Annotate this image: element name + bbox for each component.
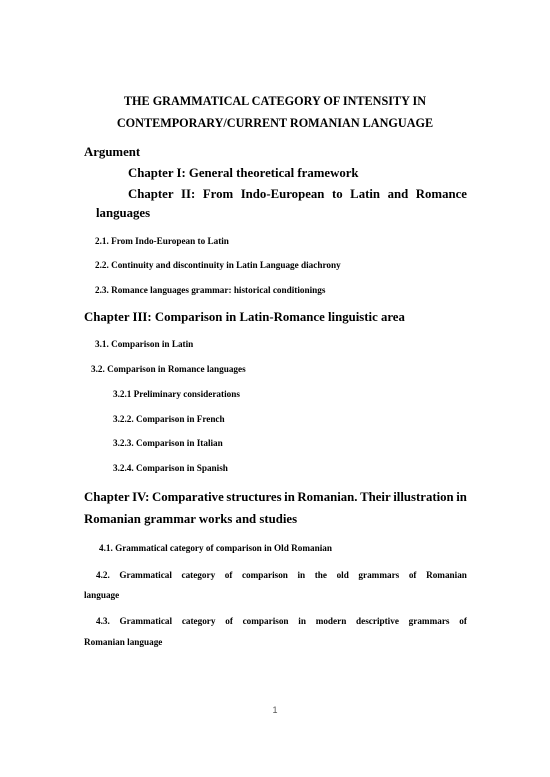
section-3-2-3: 3.2.3. Comparison in Italian <box>113 438 223 448</box>
section-4-2-line-1 <box>96 570 467 580</box>
section-4-3-word: 4.3. <box>96 616 110 626</box>
section-2-1: 2.1. From Indo-European to Latin <box>95 236 229 246</box>
chapter-4-word: Comparative <box>151 490 224 504</box>
chapter-4-word: in <box>284 490 295 504</box>
section-4-2-line-2: language <box>84 590 120 600</box>
chapter-4-heading-line-2: Romanian grammar works and studies <box>84 512 298 526</box>
chapter-2-word: Latin <box>350 187 381 201</box>
chapter-2-heading-line-2: languages <box>96 206 151 220</box>
section-2-2: 2.2. Continuity and discontinuity in Latin Language diachrony <box>95 260 341 270</box>
chapter-4-heading-line-1 <box>84 490 467 505</box>
section-4-2-word: in <box>297 570 306 580</box>
section-4-2-word: grammars <box>358 570 400 580</box>
chapter-2-word: From <box>202 187 234 201</box>
section-2-3: 2.3. Romance languages grammar: historical conditionings <box>95 285 326 295</box>
section-3-2: 3.2. Comparison in Romance languages <box>91 364 246 374</box>
chapter-2-word: Chapter <box>128 187 174 201</box>
chapter-1-heading: Chapter I: General theoretical framework <box>128 166 359 180</box>
section-3-2-1: 3.2.1 Preliminary considerations <box>113 389 240 399</box>
chapter-2-word: Romance <box>415 187 467 201</box>
chapter-2-word: Indo-European <box>240 187 325 201</box>
section-4-2-word: category <box>181 570 216 580</box>
section-4-3-word: modern <box>315 616 347 626</box>
section-3-1: 3.1. Comparison in Latin <box>95 339 194 349</box>
section-4-3-word: in <box>298 616 306 626</box>
section-4-3-word: of <box>225 616 233 626</box>
chapter-4-word: structures <box>226 490 282 504</box>
section-4-3-word: descriptive <box>356 616 399 626</box>
chapter-4-word: in <box>456 490 467 504</box>
section-4-3-line-1 <box>96 616 467 626</box>
chapter-4-word: Their <box>360 490 391 504</box>
section-4-3-word: comparison <box>242 616 289 626</box>
section-4-2-word: Romanian <box>426 570 467 580</box>
section-4-3-word: Grammatical <box>119 616 173 626</box>
chapter-4-word: IV: <box>132 490 150 504</box>
section-4-3-word: of <box>459 616 467 626</box>
chapter-4-word: Romanian. <box>297 490 358 504</box>
chapter-2-word: and <box>387 187 409 201</box>
document-title-line-2: CONTEMPORARY/CURRENT ROMANIAN LANGUAGE <box>116 116 434 130</box>
chapter-2-word: to <box>331 187 343 201</box>
section-4-2-word: 4.2. <box>96 570 110 580</box>
chapter-2-word: II: <box>181 187 196 201</box>
chapter-3-heading: Chapter III: Comparison in Latin-Romance linguistic area <box>84 310 405 324</box>
chapter-4-word: Chapter <box>84 490 130 504</box>
section-3-2-4: 3.2.4. Comparison in Spanish <box>113 463 228 473</box>
page-number: 1 <box>272 705 278 715</box>
chapter-4-word: illustration <box>393 490 454 504</box>
section-4-3-word: category <box>181 616 216 626</box>
document-title-line-1: THE GRAMMATICAL CATEGORY OF INTENSITY IN <box>123 94 427 108</box>
section-4-1: 4.1. Grammatical category of comparison in Old Romanian <box>99 543 332 553</box>
section-4-2-word: old <box>336 570 349 580</box>
section-4-2-word: comparison <box>241 570 288 580</box>
chapter-2-heading-line-1 <box>128 187 467 202</box>
section-4-3-line-2: Romanian language <box>84 637 163 647</box>
section-4-2-word: of <box>224 570 233 580</box>
section-3-2-2: 3.2.2. Comparison in French <box>113 414 225 424</box>
section-4-2-word: Grammatical <box>119 570 172 580</box>
argument-heading: Argument <box>84 145 141 159</box>
section-4-2-word: of <box>408 570 417 580</box>
section-4-2-word: the <box>314 570 327 580</box>
section-4-3-word: grammars <box>408 616 450 626</box>
